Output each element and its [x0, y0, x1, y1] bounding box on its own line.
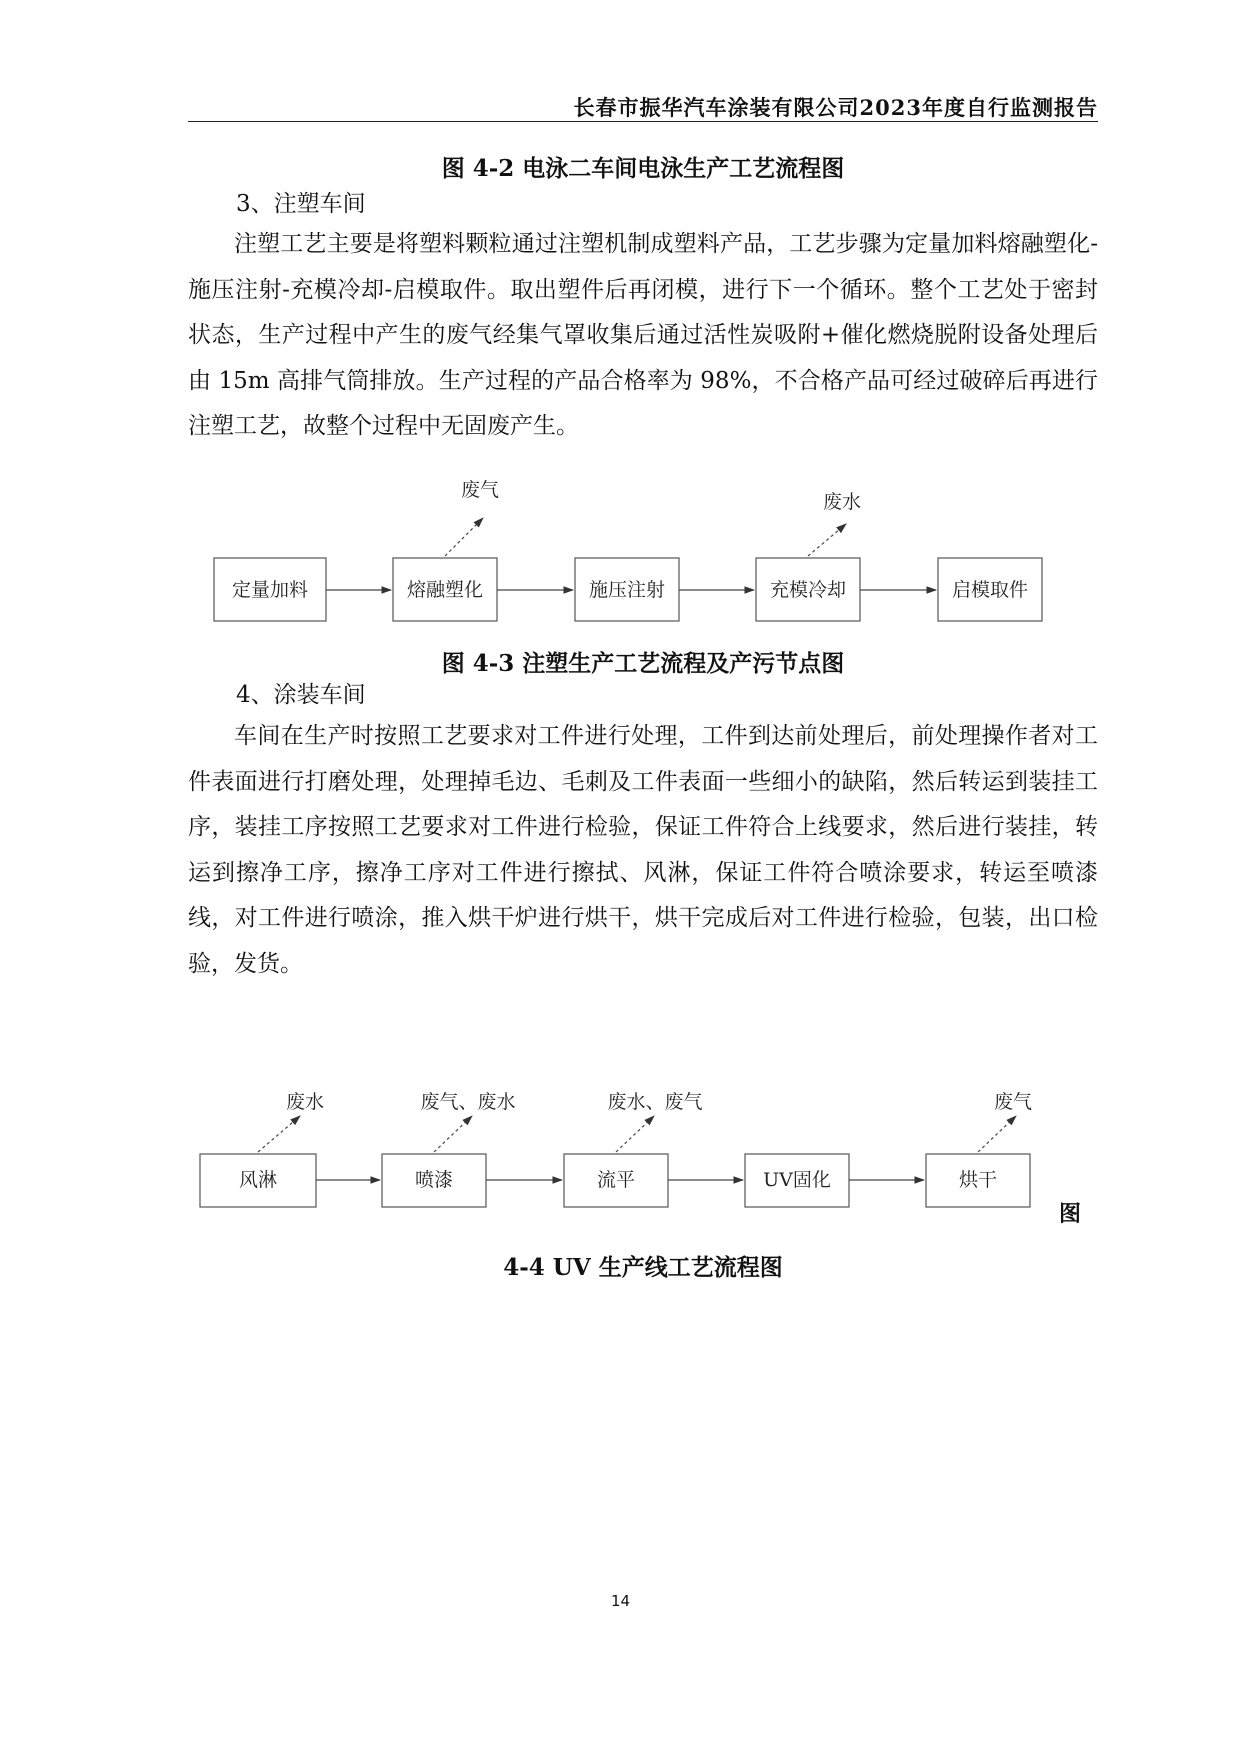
flow2-box-3-label: 流平 [596, 1169, 636, 1191]
flow2-emission-arrow-1 [258, 1116, 300, 1152]
flow2-box-5 [926, 1154, 1030, 1207]
flow2-emission-1: 废水 [285, 1091, 325, 1113]
page-header: 长春市振华汽车涂装有限公司2023年度自行监测报告 [573, 95, 1098, 120]
flow2-emission-3: 废水、废气 [607, 1091, 703, 1113]
flow1-box-5-label: 启模取件 [951, 579, 1029, 601]
flow2-box-1-label: 风淋 [238, 1169, 278, 1191]
flow2-box-4-label: UV固化 [763, 1169, 831, 1191]
flow2-box-1 [200, 1154, 316, 1207]
flow1-box-4-label: 充模冷却 [769, 579, 847, 601]
flow1-box-4 [756, 558, 860, 621]
flow2-emission-arrow-2 [434, 1116, 472, 1152]
section-3-heading: 3、注塑车间 [236, 191, 366, 217]
flow1-box-1-label: 定量加料 [231, 579, 309, 601]
flow2-diagram [200, 1091, 1032, 1207]
section-4-paragraph: 车间在生产时按照工艺要求对工件进行处理，工件到达前处理后，前处理操作者对工件表面进行打磨处理，处理掉毛边、毛刺及工件表面一些细小的缺陷，然后转运到装挂工序，装挂工序按照工艺要求对工件进行检验，保证工件符合上线要求，然后进行装挂，转运到擦净工序，擦净工序对工件进行擦拭、风淋，保证工件符合喷涂要求，转运至喷漆线，对工件进行喷涂，推入烘干炉进行烘干，烘干完成后对工件进行检验，包装，出口检验，发货。 [188, 723, 1098, 977]
flow2-emission-2: 废气、废水 [420, 1091, 516, 1113]
flow1-box-2 [393, 558, 497, 621]
flow2-emission-arrow-4 [978, 1116, 1016, 1152]
section-3-paragraph: 注塑工艺主要是将塑料颗粒通过注塑机制成塑料产品，工艺步骤为定量加料熔融塑化-施压注射-充模冷却-启模取件。取出塑件后再闭模，进行下一个循环。整个工艺处于密封状态，生产过程中产生的废气经集气罩收集后通过活性炭吸附+催化燃烧脱附设备处理后由 15m 高排气筒排放。生产过程的产品合格率为 98%，不合格产品可经过破碎后再进行注塑工艺，故整个过程中无固废产生。 [188, 231, 1098, 439]
flow1-emission-2: 废水 [822, 491, 862, 513]
flow2-box-3 [564, 1154, 668, 1207]
flow1-box-2-label: 熔融塑化 [406, 579, 484, 601]
flow2-box-2 [382, 1154, 486, 1207]
flow2-emission-arrow-3 [616, 1116, 654, 1152]
flow1-box-5 [938, 558, 1042, 621]
figure-4-2-caption: 图 4-2 电泳二车间电泳生产工艺流程图 [441, 155, 845, 182]
flow1-diagram [214, 479, 1042, 621]
figure-4-3-caption: 图 4-3 注塑生产工艺流程及产污节点图 [441, 650, 845, 677]
flow1-box-1 [214, 558, 326, 621]
page-number: 14 [610, 1592, 631, 1610]
flow1-emission-arrow-2 [808, 524, 846, 556]
flow2-box-2-label: 喷漆 [414, 1169, 454, 1191]
flow2-box-5-label: 烘干 [958, 1169, 998, 1191]
figure-4-4-caption: 4-4 UV 生产线工艺流程图 [503, 1254, 783, 1281]
flow1-emission-arrow-1 [445, 518, 483, 556]
section-4-heading: 4、涂装车间 [236, 682, 366, 708]
flow1-box-3-label: 施压注射 [588, 579, 666, 601]
flow1-box-3 [575, 558, 679, 621]
flow1-emission-1: 废气 [460, 479, 500, 501]
flow2-box-4 [745, 1154, 849, 1207]
figure-4-4-caption-lead: 图 [1059, 1201, 1082, 1227]
flow2-emission-4: 废气 [993, 1091, 1033, 1113]
